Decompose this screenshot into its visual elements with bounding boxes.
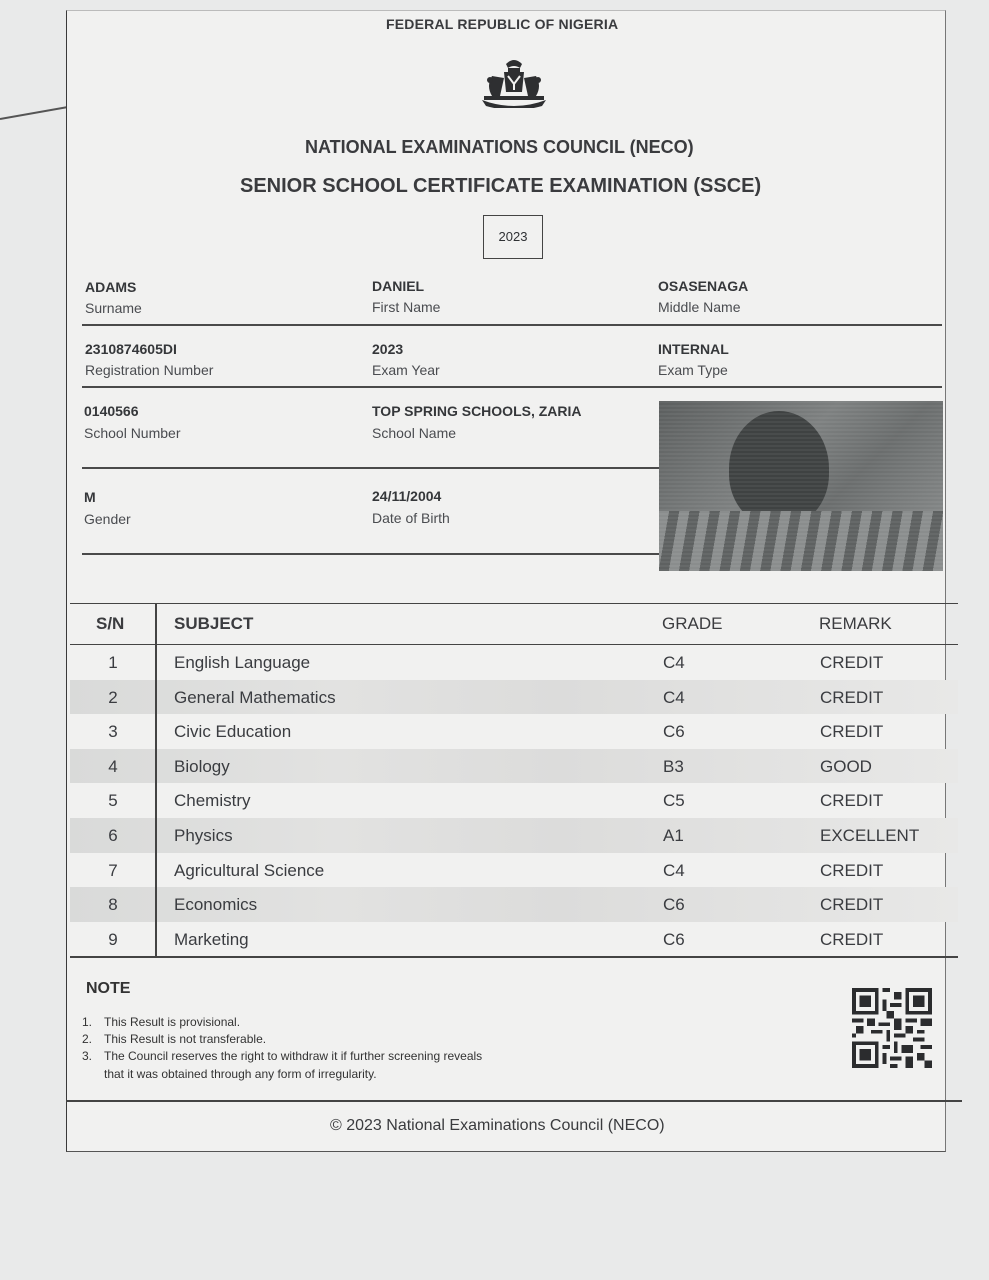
- dob-value: 24/11/2004: [372, 488, 442, 504]
- table-row: [70, 680, 958, 715]
- note-title: NOTE: [86, 980, 131, 997]
- school-number-value: 0140566: [84, 403, 139, 419]
- table-row: [70, 714, 958, 749]
- row-subject: Chemistry: [174, 791, 251, 811]
- row-grade: B3: [663, 756, 684, 776]
- row-grade: C4: [663, 860, 685, 880]
- table-row: [70, 887, 958, 922]
- divider: [82, 467, 659, 469]
- row-sn: 5: [108, 791, 118, 811]
- exam-type-value: INTERNAL: [658, 341, 729, 357]
- nigeria-coat-of-arms-icon: [478, 56, 550, 108]
- row-sn: 1: [108, 653, 118, 672]
- row-grade: C4: [663, 687, 685, 707]
- reg-number-label: Registration Number: [85, 362, 214, 378]
- note-item: This Result is provisional.: [104, 1015, 241, 1029]
- row-subject: Agricultural Science: [174, 860, 325, 880]
- column-divider: [155, 603, 157, 956]
- exam-type-label: Exam Type: [658, 362, 728, 378]
- row-remark: CREDIT: [820, 860, 884, 880]
- council-heading: NATIONAL EXAMINATIONS COUNCIL (NECO): [305, 137, 694, 157]
- school-name-label: School Name: [372, 425, 457, 441]
- row-subject: Marketing: [174, 929, 249, 949]
- header-grade: GRADE: [662, 614, 723, 633]
- row-grade: C6: [663, 929, 685, 949]
- row-grade: C6: [663, 895, 685, 915]
- row-sn: 4: [108, 756, 118, 776]
- note-num: 1.: [82, 1015, 93, 1029]
- table-row: [70, 818, 958, 853]
- divider: [82, 386, 942, 388]
- dob-label: Date of Birth: [372, 510, 450, 526]
- row-remark: GOOD: [820, 756, 872, 776]
- row-remark: CREDIT: [820, 722, 884, 742]
- header-remark: REMARK: [819, 614, 892, 633]
- candidate-photo: [659, 401, 943, 571]
- table-row: [70, 783, 958, 818]
- divider: [82, 553, 659, 555]
- row-remark: CREDIT: [820, 929, 884, 949]
- exam-year-label: Exam Year: [372, 362, 440, 378]
- row-subject: English Language: [174, 653, 311, 672]
- first-name-value: DANIEL: [372, 278, 425, 294]
- middle-name-label: Middle Name: [658, 299, 741, 315]
- note-item: This Result is not transferable.: [104, 1032, 267, 1046]
- divider: [82, 324, 942, 326]
- exam-heading: SENIOR SCHOOL CERTIFICATE EXAMINATION (SSCE): [240, 175, 762, 197]
- reg-number-value: 2310874605DI: [85, 341, 177, 357]
- row-subject: General Mathematics: [174, 687, 336, 707]
- row-sn: 2: [108, 687, 118, 707]
- row-remark: CREDIT: [820, 791, 884, 811]
- gender-value: M: [84, 489, 96, 505]
- middle-name-value: OSASENAGA: [658, 278, 749, 294]
- qr-code-icon: [852, 988, 932, 1068]
- country-heading: FEDERAL REPUBLIC OF NIGERIA: [386, 16, 619, 32]
- row-grade: C4: [663, 653, 685, 672]
- row-subject: Economics: [174, 895, 258, 915]
- copyright-footer: © 2023 National Examinations Council (NECO): [330, 1117, 665, 1134]
- row-subject: Civic Education: [174, 722, 292, 742]
- table-row: [70, 749, 958, 784]
- school-name-value: TOP SPRING SCHOOLS, ZARIA: [372, 403, 582, 419]
- table-bottom-border: [70, 956, 958, 958]
- row-sn: 7: [108, 860, 118, 880]
- year-box: 2023: [483, 215, 543, 259]
- gender-label: Gender: [84, 511, 131, 527]
- row-remark: CREDIT: [820, 653, 884, 672]
- row-grade: A1: [663, 826, 684, 845]
- header-subject: SUBJECT: [174, 614, 254, 633]
- table-row: [70, 645, 958, 680]
- row-sn: 8: [108, 895, 118, 915]
- row-sn: 9: [108, 929, 118, 949]
- surname-label: Surname: [85, 300, 142, 316]
- row-remark: EXCELLENT: [820, 826, 920, 845]
- row-subject: Biology: [174, 756, 230, 776]
- school-number-label: School Number: [84, 425, 181, 441]
- note-num: 3.: [82, 1049, 93, 1063]
- note-item: The Council reserves the right to withdraw it if further screening reveals: [104, 1049, 483, 1063]
- surname-value: ADAMS: [85, 279, 137, 295]
- row-grade: C6: [663, 722, 685, 742]
- table-row: [70, 922, 958, 957]
- footer-divider: [66, 1100, 962, 1102]
- first-name-label: First Name: [372, 299, 441, 315]
- table-header: [70, 603, 958, 645]
- row-grade: C5: [663, 791, 685, 811]
- row-sn: 6: [108, 826, 118, 845]
- header-sn: S/N: [96, 614, 125, 633]
- note-num: 2.: [82, 1032, 93, 1046]
- row-remark: CREDIT: [820, 895, 884, 915]
- row-subject: Physics: [174, 826, 233, 845]
- row-remark: CREDIT: [820, 687, 884, 707]
- exam-year-value: 2023: [372, 341, 404, 357]
- note-item-continued: that it was obtained through any form of irregularity.: [104, 1067, 377, 1081]
- table-row: [70, 853, 958, 888]
- row-sn: 3: [108, 722, 118, 742]
